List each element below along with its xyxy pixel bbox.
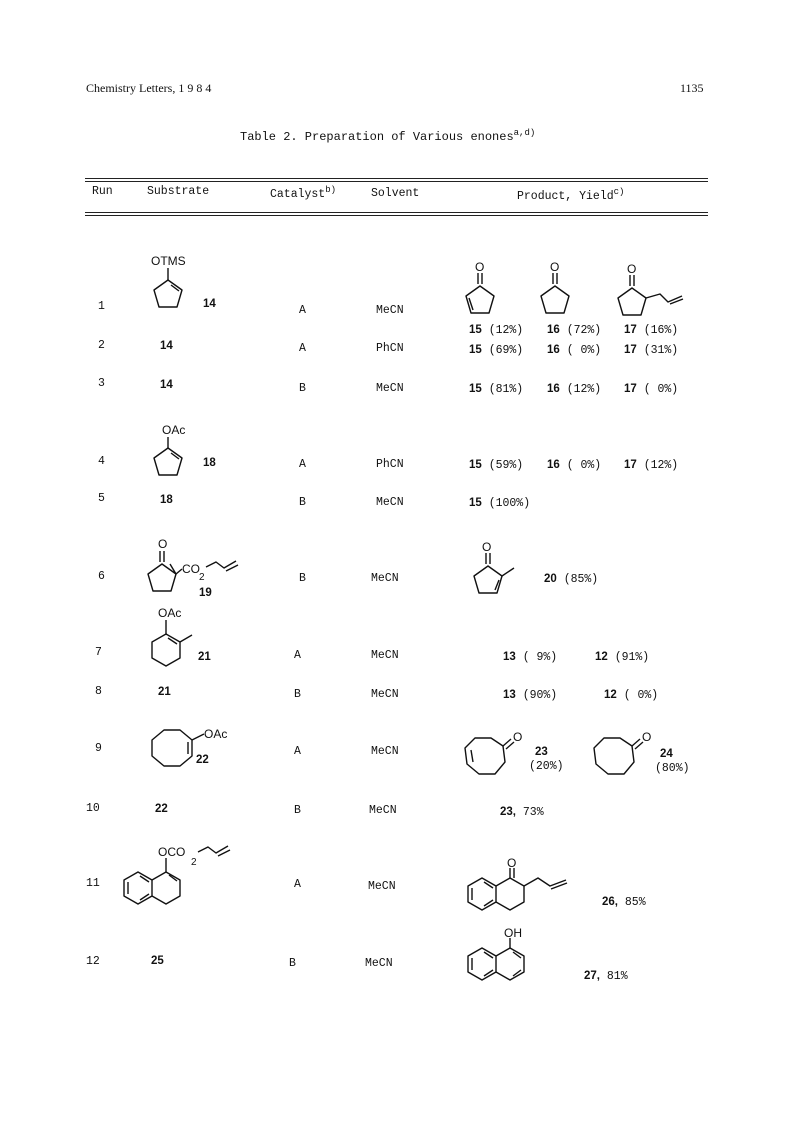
structure-17-allylcyclopentanone [612, 260, 692, 325]
product-number: 26, [602, 896, 618, 908]
subscript-two: 2 [199, 572, 205, 583]
solvent-cell: PhCN [376, 458, 404, 471]
product-yield [469, 383, 523, 396]
solvent-cell: MeCN [376, 496, 404, 509]
col-header-solvent: Solvent [371, 187, 420, 200]
hydroxyl-label: OH [504, 926, 522, 940]
carbonyl-co-label: CO [182, 562, 200, 576]
product-number: 17 [624, 324, 637, 336]
col-header-catalyst-sup: b) [325, 185, 337, 195]
oac-label: OAc [204, 727, 228, 741]
yield-value: ( 9%) [522, 651, 558, 664]
oac-label: OAc [158, 606, 182, 620]
structure-18-enol-acetate [140, 420, 220, 485]
table-caption-sup: a,d) [513, 128, 536, 138]
yield-value: 81% [606, 970, 628, 983]
yield-value: (12%) [643, 459, 679, 472]
table-header-rule-2 [85, 215, 708, 216]
table-header-rule [85, 212, 708, 213]
product-yield [547, 344, 601, 357]
product-number: 27, [584, 970, 600, 982]
product-yield [547, 383, 601, 396]
solvent-cell: MeCN [371, 745, 399, 758]
catalyst-cell: A [299, 304, 306, 317]
run-number: 10 [86, 802, 100, 815]
yield-value: (91%) [614, 651, 650, 664]
run-number: 3 [98, 377, 105, 390]
catalyst-cell: A [294, 745, 301, 758]
product-number: 20 [544, 573, 557, 585]
structure-22-cyclooctenyl-acetate [136, 718, 236, 783]
run-number: 2 [98, 339, 105, 352]
col-header-substrate: Substrate [147, 185, 210, 198]
structure-20-methylcyclopentenone [466, 538, 526, 603]
solvent-cell: MeCN [368, 880, 396, 893]
product-yield [500, 806, 544, 819]
product-yield [624, 459, 678, 472]
structure-23-cyclooctenone [459, 728, 529, 788]
col-header-run: Run [92, 185, 113, 198]
yield-value: (59%) [488, 459, 524, 472]
product-yield [469, 324, 523, 337]
product-yield [602, 896, 646, 909]
compound-label: 14 [160, 340, 173, 352]
product-number: 16 [547, 344, 560, 356]
product-number: 16 [547, 324, 560, 336]
yield-value: ( 0%) [566, 344, 602, 357]
oxygen-label: O [475, 260, 485, 274]
oxygen-label: O [513, 730, 523, 744]
yield-value: (85%) [563, 573, 599, 586]
oxygen-label: O [550, 260, 560, 274]
page-number: 1135 [680, 81, 704, 95]
run-number: 8 [95, 685, 102, 698]
solvent-cell: MeCN [369, 804, 397, 817]
table-caption [240, 128, 535, 144]
solvent-cell: MeCN [365, 957, 393, 970]
yield-value: ( 0%) [623, 689, 659, 702]
oco-label: OCO [158, 845, 186, 859]
yield-value: (80%) [655, 762, 690, 775]
compound-label: 14 [203, 298, 216, 310]
solvent-cell: MeCN [371, 649, 399, 662]
compound-label: 18 [160, 494, 173, 506]
catalyst-cell: A [294, 649, 301, 662]
col-header-product-sup: c) [613, 187, 625, 197]
run-number: 6 [98, 570, 105, 583]
product-number: 15 [469, 459, 482, 471]
structure-21-cyclohexenyl-acetate [140, 604, 220, 679]
product-yield [547, 324, 601, 337]
product-number: 17 [624, 383, 637, 395]
col-header-product-text: Product, Yield [517, 189, 614, 203]
product-yield [584, 970, 628, 983]
catalyst-cell: B [299, 382, 306, 395]
journal-name: Chemistry Letters, 1 9 8 4 [86, 81, 212, 95]
product-number: 23, [500, 806, 516, 818]
oxygen-label: O [507, 856, 517, 870]
product-yield [624, 383, 678, 396]
structure-15-cyclopentenone [460, 258, 510, 323]
product-number: 17 [624, 344, 637, 356]
col-header-catalyst [270, 185, 336, 201]
run-number: 11 [86, 877, 100, 890]
oac-label: OAc [162, 423, 186, 437]
compound-label: 21 [158, 686, 171, 698]
product-number: 15 [469, 324, 482, 336]
run-number: 4 [98, 455, 105, 468]
product-yield [469, 459, 523, 472]
product-number: 15 [469, 383, 482, 395]
oxygen-label: O [642, 730, 652, 744]
solvent-cell: PhCN [376, 342, 404, 355]
product-number: 12 [604, 689, 617, 701]
product-number: 23 [535, 746, 548, 758]
table-caption-text: Table 2. Preparation of Various enones [240, 130, 514, 144]
structure-26-allyl-tetralone [462, 856, 592, 926]
col-header-product [517, 187, 624, 203]
yield-value: (100%) [488, 497, 531, 510]
product-yield [604, 689, 658, 702]
run-number: 12 [86, 955, 100, 968]
run-number: 9 [95, 742, 102, 755]
product-number: 16 [547, 459, 560, 471]
compound-label: 21 [198, 651, 211, 663]
product-number: 13 [503, 651, 516, 663]
solvent-cell: MeCN [371, 572, 399, 585]
compound-label: 18 [203, 457, 216, 469]
oxygen-label: O [627, 262, 637, 276]
yield-value: (69%) [488, 344, 524, 357]
structure-16-cyclopentanone [535, 258, 585, 323]
product-number: 17 [624, 459, 637, 471]
catalyst-cell: B [299, 496, 306, 509]
catalyst-cell: A [294, 878, 301, 891]
product-number: 16 [547, 383, 560, 395]
product-number: 15 [469, 497, 482, 509]
yield-value: (12%) [488, 324, 524, 337]
yield-value: 73% [522, 806, 544, 819]
product-yield [503, 689, 557, 702]
product-yield [595, 651, 649, 664]
structure-27-1-naphthol [462, 926, 552, 996]
yield-value: (72%) [566, 324, 602, 337]
yield-value: ( 0%) [643, 383, 679, 396]
compound-label: 22 [196, 754, 209, 766]
structure-24-cyclooctanone [588, 728, 658, 788]
col-header-catalyst-text: Catalyst [270, 187, 326, 201]
catalyst-cell: B [294, 688, 301, 701]
catalyst-cell: B [289, 957, 296, 970]
oxygen-label: O [482, 540, 492, 554]
run-number: 7 [95, 646, 102, 659]
product-yield [624, 344, 678, 357]
subscript-two: 2 [191, 857, 197, 868]
otms-label: OTMS [151, 254, 186, 268]
yield-value: (20%) [529, 760, 564, 773]
product-number: 12 [595, 651, 608, 663]
product-yield [469, 497, 530, 510]
catalyst-cell: B [299, 572, 306, 585]
yield-value: 85% [624, 896, 646, 909]
yield-value: ( 0%) [566, 459, 602, 472]
oxygen-label: O [158, 537, 168, 551]
product-number: 24 [660, 748, 673, 760]
compound-label: 25 [151, 955, 164, 967]
yield-value: (90%) [522, 689, 558, 702]
product-yield [544, 573, 598, 586]
solvent-cell: MeCN [376, 382, 404, 395]
yield-value: (81%) [488, 383, 524, 396]
table-top-rule [85, 178, 708, 179]
solvent-cell: MeCN [371, 688, 399, 701]
run-number: 1 [98, 300, 105, 313]
product-yield [624, 324, 678, 337]
product-yield [547, 459, 601, 472]
yield-value: (12%) [566, 383, 602, 396]
run-number: 5 [98, 492, 105, 505]
compound-label: 19 [199, 587, 212, 599]
product-yield [469, 344, 523, 357]
catalyst-cell: A [299, 458, 306, 471]
structure-25-dihydronaphthyl-allylcarbonate [118, 838, 248, 918]
product-yield [503, 651, 557, 664]
product-number: 13 [503, 689, 516, 701]
catalyst-cell: B [294, 804, 301, 817]
compound-label: 14 [160, 379, 173, 391]
yield-value: (16%) [643, 324, 679, 337]
product-number: 15 [469, 344, 482, 356]
compound-label: 22 [155, 803, 168, 815]
yield-value: (31%) [643, 344, 679, 357]
solvent-cell: MeCN [376, 304, 404, 317]
table-top-rule-2 [85, 181, 708, 182]
catalyst-cell: A [299, 342, 306, 355]
